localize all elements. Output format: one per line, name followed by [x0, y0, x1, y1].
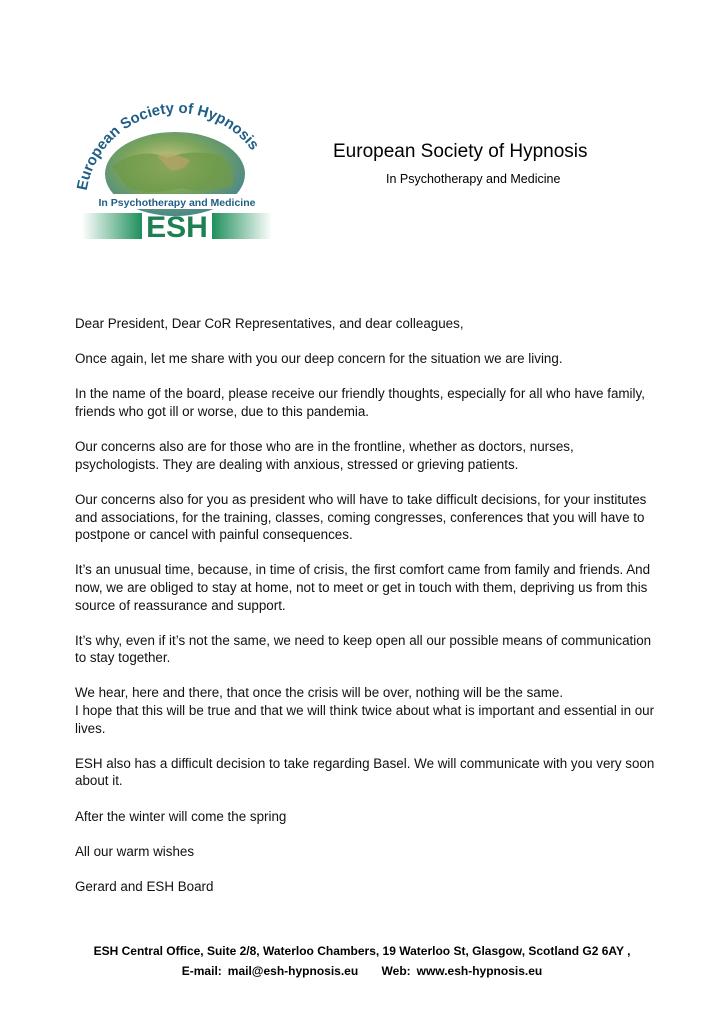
- footer-email-link[interactable]: mail@esh-hypnosis.eu: [227, 964, 359, 978]
- letter-body: [75, 315, 655, 913]
- footer-web-link[interactable]: www.esh-hypnosis.eu: [416, 964, 543, 978]
- footer-web-label: Web:: [381, 964, 411, 978]
- letter-paragraph: We hear, here and there, that once the crisis will be over, nothing will be the same.: [75, 685, 564, 701]
- letter-paragraph: It’s why, even if it’s not the same, we need to keep open all our possible means of communication to stay together.: [75, 632, 652, 666]
- letter-paragraph: Our concerns also for you as president who will have to take difficult decisions, for your institutes and associations, for the training, classes, coming congresses, conferences that you will have to postpone or cancel with painful consequences.: [75, 491, 647, 543]
- letter-paragraph: ESH also has a difficult decision to take regarding Basel. We will communicate with you very soon about it.: [75, 755, 655, 789]
- header-subtitle: In Psychotherapy and Medicine: [386, 172, 561, 186]
- letter-paragraph: In the name of the board, please receive our friendly thoughts, especially for all who have family, friends who got ill or worse, due to this pandemia.: [75, 386, 645, 419]
- footer-email-label: E-mail:: [181, 964, 222, 978]
- logo-arc-text: European Society of Hypnosis: [73, 99, 263, 192]
- letter-signature: Gerard and ESH Board: [75, 879, 214, 894]
- esh-logo: [72, 96, 282, 246]
- letter-paragraph: Our concerns also are for those who are in the frontline, whether as doctors, nurses, psychologists. They are dealing with anxious, stressed or grieving patients.: [75, 439, 574, 472]
- footer: [0, 941, 724, 981]
- letter-closing: All our warm wishes: [75, 843, 195, 859]
- letter-paragraph: I hope that this will be true and that we will think twice about what is important and essential in our lives.: [75, 703, 655, 736]
- letter-paragraph: After the winter will come the spring: [75, 808, 287, 824]
- logo-acronym: ESH: [146, 211, 208, 244]
- letter-salutation: Dear President, Dear CoR Representatives, and dear colleagues,: [75, 316, 464, 331]
- logo-band-text: In Psychotherapy and Medicine: [98, 197, 256, 209]
- footer-address: ESH Central Office, Suite 2/8, Waterloo Chambers, 19 Waterloo St, Glasgow, Scotland G2 6AY ,: [93, 944, 631, 958]
- letter-paragraph: Once again, let me share with you our deep concern for the situation we are living.: [75, 351, 563, 367]
- header-title: European Society of Hypnosis: [333, 141, 588, 162]
- letter-paragraph: It’s an unusual time, because, in time of crisis, the first comfort came from family and friends. And now, we are obliged to stay at home, not to meet or get in touch with them, depriving us from this source of reassurance and support.: [75, 562, 651, 613]
- footer-contact: [0, 961, 724, 981]
